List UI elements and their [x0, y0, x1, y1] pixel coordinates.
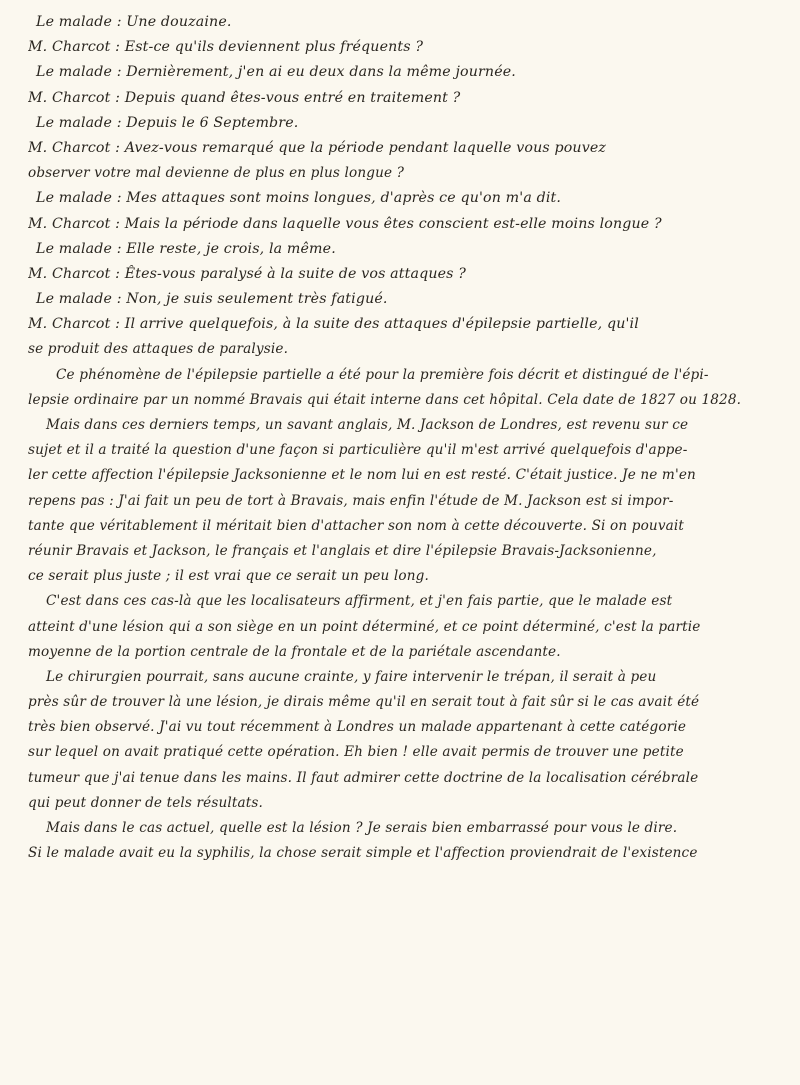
- text-line: très bien observé. J'ai vu tout récemment à Londres un malade appartenant à cette catégorie: [28, 719, 687, 736]
- text-line: ce serait plus juste ; il est vrai que ce serait un peu long.: [28, 568, 429, 585]
- paragraph-start-line: Ce phénomène de l'épilepsie partielle a été pour la première fois décrit et distingué de l'épi-: [56, 366, 709, 383]
- dialogue-line: Le malade : Une douzaine.: [36, 14, 232, 30]
- text-line: près sûr de trouver là une lésion, je dirais même qu'il en serait tout à fait sûr si le cas avait été: [28, 694, 700, 711]
- text-line: se produit des attaques de paralysie.: [28, 341, 289, 358]
- dialogue-line: M. Charcot : Êtes-vous paralysé à la suite de vos attaques ?: [28, 265, 467, 282]
- dialogue-line: M. Charcot : Mais la période dans laquelle vous êtes conscient est-elle moins longue ?: [28, 215, 662, 232]
- dialogue-line: Le malade : Mes attaques sont moins longues, d'après ce qu'on m'a dit.: [36, 190, 562, 207]
- text-line: lepsie ordinaire par un nommé Bravais qui était interne dans cet hôpital. Cela date de 1827 ou 1828.: [28, 391, 742, 408]
- dialogue-line: M. Charcot : Il arrive quelquefois, à la suite des attaques d'épilepsie partielle, qu'il: [28, 316, 639, 333]
- dialogue-line: Le malade : Dernièrement, j'en ai eu deux dans la même journée.: [36, 64, 516, 81]
- dialogue-line: M. Charcot : Avez-vous remarqué que la période pendant laquelle vous pouvez: [28, 139, 607, 156]
- text-line: atteint d'une lésion qui a son siège en un point déterminé, et ce point déterminé, c'est la partie: [28, 618, 701, 635]
- text-line: observer votre mal devienne de plus en plus longue ?: [28, 165, 405, 182]
- paragraph-start-line: C'est dans ces cas-là que les localisateurs affirment, et j'en fais partie, que le malade est: [46, 593, 673, 610]
- text-line: réunir Bravais et Jackson, le français et l'anglais et dire l'épilepsie Bravais-Jacksonienne,: [28, 542, 657, 559]
- paragraph-start-line: Mais dans ces derniers temps, un savant anglais, M. Jackson de Londres, est revenu sur ce: [46, 417, 689, 433]
- dialogue-line: M. Charcot : Est-ce qu'ils deviennent plus fréquents ?: [28, 39, 424, 56]
- text-line: tumeur que j'ai tenue dans les mains. Il faut admirer cette doctrine de la localisation cérébrale: [28, 769, 699, 786]
- dialogue-line: M. Charcot : Depuis quand êtes-vous entré en traitement ?: [28, 89, 461, 106]
- text-line: sur lequel on avait pratiqué cette opération. Eh bien ! elle avait permis de trouver une petite: [28, 744, 684, 761]
- text-line: repens pas : J'ai fait un peu de tort à Bravais, mais enfin l'étude de M. Jackson est si impor-: [28, 492, 674, 509]
- text-line: Si le malade avait eu la syphilis, la chose serait simple et l'affection proviendrait de l'existence: [28, 845, 698, 862]
- dialogue-line: Le malade : Non, je suis seulement très fatigué.: [36, 291, 388, 308]
- text-line: ler cette affection l'épilepsie Jacksonienne et le nom lui en est resté. C'était justice. Je ne m'en: [28, 467, 696, 484]
- text-line: qui peut donner de tels résultats.: [28, 794, 263, 811]
- paragraph-start-line: Le chirurgien pourrait, sans aucune crainte, y faire intervenir le trépan, il serait à peu: [46, 668, 657, 685]
- paragraph-start-line: Mais dans le cas actuel, quelle est la lésion ? Je serais bien embarrassé pour vous le dire.: [46, 820, 678, 836]
- text-line: sujet et il a traité la question d'une façon si particulière qu'il m'est arrivé quelquefois d'appe-: [28, 442, 688, 459]
- dialogue-line: Le malade : Depuis le 6 Septembre.: [36, 114, 299, 131]
- dialogue-line: Le malade : Elle reste, je crois, la même.: [36, 240, 336, 257]
- text-line: moyenne de la portion centrale de la frontale et de la pariétale ascendante.: [28, 643, 561, 660]
- text-line: tante que véritablement il méritait bien d'attacher son nom à cette découverte. Si on pouvait: [28, 517, 685, 534]
